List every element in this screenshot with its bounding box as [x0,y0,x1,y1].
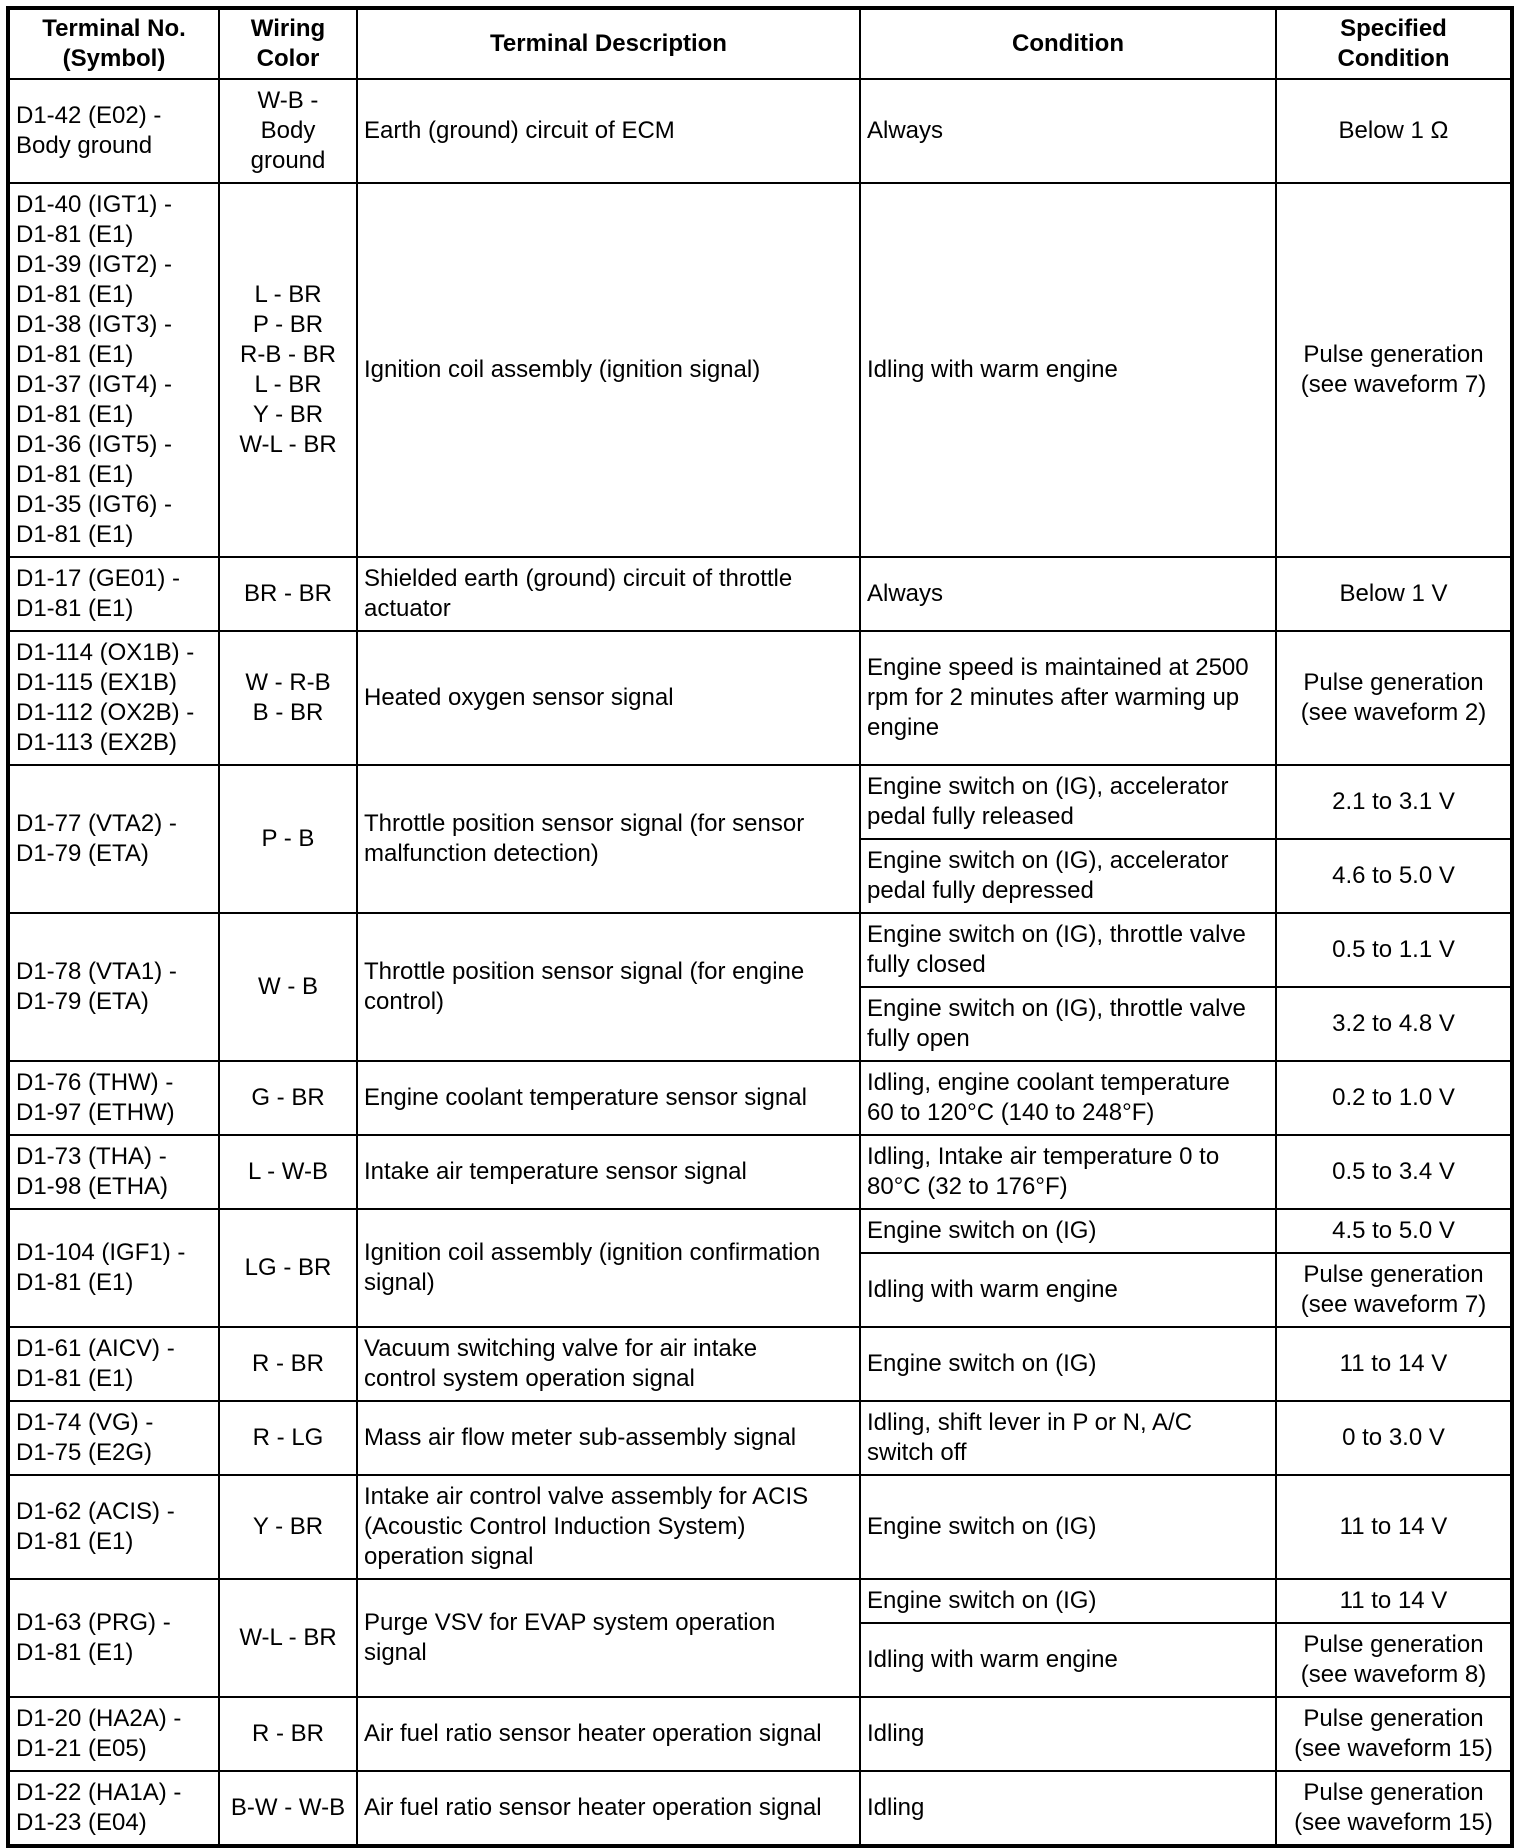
terminal-cell: D1-76 (THW) - D1-97 (ETHW) [8,1061,219,1135]
condition-cell: Idling, shift lever in P or N, A/C switch off [860,1401,1276,1475]
header-description: Terminal Description [357,8,860,79]
specified-cell: 0.5 to 3.4 V [1276,1135,1512,1209]
specified-cell: Pulse generation (see waveform 7) [1276,183,1512,557]
description-cell: Air fuel ratio sensor heater operation signal [357,1697,860,1771]
condition-cell: Engine switch on (IG), throttle valve fully open [860,987,1276,1061]
condition-cell: Idling, engine coolant temperature 60 to 120°C (140 to 248°F) [860,1061,1276,1135]
description-cell: Intake air temperature sensor signal [357,1135,860,1209]
table-row [8,1475,1512,1579]
table-row [8,557,1512,631]
terminal-cell: D1-61 (AICV) - D1-81 (E1) [8,1327,219,1401]
description-cell: Shielded earth (ground) circuit of throttle actuator [357,557,860,631]
table-row [8,1209,1512,1253]
condition-cell: Engine switch on (IG) [860,1209,1276,1253]
table-row [8,1697,1512,1771]
specified-cell: Pulse generation (see waveform 7) [1276,1253,1512,1327]
description-cell: Earth (ground) circuit of ECM [357,79,860,183]
condition-cell: Engine switch on (IG), throttle valve fully closed [860,913,1276,987]
description-cell: Purge VSV for EVAP system operation signal [357,1579,860,1697]
condition-cell: Always [860,79,1276,183]
specified-cell: Below 1 V [1276,557,1512,631]
specified-cell: 4.5 to 5.0 V [1276,1209,1512,1253]
wiring-cell: LG - BR [219,1209,357,1327]
wiring-cell: G - BR [219,1061,357,1135]
wiring-cell: L - W-B [219,1135,357,1209]
description-cell: Ignition coil assembly (ignition signal) [357,183,860,557]
condition-cell: Always [860,557,1276,631]
specified-cell: 3.2 to 4.8 V [1276,987,1512,1061]
wiring-cell: B-W - W-B [219,1771,357,1846]
table-row [8,1579,1512,1623]
condition-cell: Engine switch on (IG) [860,1579,1276,1623]
description-cell: Air fuel ratio sensor heater operation signal [357,1771,860,1846]
terminal-cell: D1-74 (VG) - D1-75 (E2G) [8,1401,219,1475]
header-terminal: Terminal No. (Symbol) [8,8,219,79]
table-row [8,1327,1512,1401]
terminal-spec-table [6,6,1514,1848]
table-row [8,79,1512,183]
specified-cell: 0.5 to 1.1 V [1276,913,1512,987]
specified-cell: 11 to 14 V [1276,1579,1512,1623]
condition-cell: Idling [860,1697,1276,1771]
terminal-cell: D1-104 (IGF1) - D1-81 (E1) [8,1209,219,1327]
specified-cell: 11 to 14 V [1276,1327,1512,1401]
table-row [8,1135,1512,1209]
header-wiring: Wiring Color [219,8,357,79]
wiring-cell: R - LG [219,1401,357,1475]
table-row [8,1771,1512,1846]
specified-cell: Below 1 Ω [1276,79,1512,183]
header-condition: Condition [860,8,1276,79]
specified-cell: 4.6 to 5.0 V [1276,839,1512,913]
specified-cell: Pulse generation (see waveform 15) [1276,1771,1512,1846]
condition-cell: Idling [860,1771,1276,1846]
terminal-cell: D1-17 (GE01) - D1-81 (E1) [8,557,219,631]
wiring-cell: W - R-B B - BR [219,631,357,765]
condition-cell: Engine speed is maintained at 2500 rpm for 2 minutes after warming up engine [860,631,1276,765]
table-row [8,631,1512,765]
terminal-cell: D1-42 (E02) - Body ground [8,79,219,183]
wiring-cell: P - B [219,765,357,913]
description-cell: Throttle position sensor signal (for sensor malfunction detection) [357,765,860,913]
description-cell: Engine coolant temperature sensor signal [357,1061,860,1135]
condition-cell: Engine switch on (IG), accelerator pedal fully released [860,765,1276,839]
header-specified: Specified Condition [1276,8,1512,79]
condition-cell: Idling with warm engine [860,183,1276,557]
condition-cell: Engine switch on (IG), accelerator pedal fully depressed [860,839,1276,913]
wiring-cell: W-B - Body ground [219,79,357,183]
terminal-cell: D1-114 (OX1B) - D1-115 (EX1B) D1-112 (OX2B) - D1-113 (EX2B) [8,631,219,765]
wiring-cell: R - BR [219,1697,357,1771]
terminal-cell: D1-40 (IGT1) - D1-81 (E1) D1-39 (IGT2) - D1-81 (E1) D1-38 (IGT3) - D1-81 (E1) D1-37 (IGT4) - D1-81 (E1) D1-36 (IGT5) - D1-81 (E1) D1-35 (IGT6) - D1-81 (E1) [8,183,219,557]
description-cell: Mass air flow meter sub-assembly signal [357,1401,860,1475]
description-cell: Intake air control valve assembly for ACIS (Acoustic Control Induction System) operation signal [357,1475,860,1579]
specified-cell: Pulse generation (see waveform 15) [1276,1697,1512,1771]
terminal-cell: D1-78 (VTA1) - D1-79 (ETA) [8,913,219,1061]
terminal-cell: D1-73 (THA) - D1-98 (ETHA) [8,1135,219,1209]
condition-cell: Idling with warm engine [860,1253,1276,1327]
table-row [8,1061,1512,1135]
table-row [8,913,1512,987]
condition-cell: Engine switch on (IG) [860,1475,1276,1579]
specified-cell: Pulse generation (see waveform 2) [1276,631,1512,765]
wiring-cell: L - BR P - BR R-B - BR L - BR Y - BR W-L - BR [219,183,357,557]
terminal-cell: D1-22 (HA1A) - D1-23 (E04) [8,1771,219,1846]
condition-cell: Idling with warm engine [860,1623,1276,1697]
description-cell: Throttle position sensor signal (for engine control) [357,913,860,1061]
wiring-cell: R - BR [219,1327,357,1401]
terminal-cell: D1-62 (ACIS) - D1-81 (E1) [8,1475,219,1579]
header-row [8,8,1512,79]
terminal-cell: D1-63 (PRG) - D1-81 (E1) [8,1579,219,1697]
description-cell: Vacuum switching valve for air intake control system operation signal [357,1327,860,1401]
description-cell: Ignition coil assembly (ignition confirmation signal) [357,1209,860,1327]
terminal-cell: D1-77 (VTA2) - D1-79 (ETA) [8,765,219,913]
description-cell: Heated oxygen sensor signal [357,631,860,765]
specified-cell: 0 to 3.0 V [1276,1401,1512,1475]
specified-cell: 0.2 to 1.0 V [1276,1061,1512,1135]
wiring-cell: W-L - BR [219,1579,357,1697]
specified-cell: 2.1 to 3.1 V [1276,765,1512,839]
table-row [8,183,1512,557]
table-row [8,765,1512,839]
wiring-cell: BR - BR [219,557,357,631]
condition-cell: Idling, Intake air temperature 0 to 80°C (32 to 176°F) [860,1135,1276,1209]
specified-cell: 11 to 14 V [1276,1475,1512,1579]
condition-cell: Engine switch on (IG) [860,1327,1276,1401]
wiring-cell: Y - BR [219,1475,357,1579]
wiring-cell: W - B [219,913,357,1061]
specified-cell: Pulse generation (see waveform 8) [1276,1623,1512,1697]
table-row [8,1401,1512,1475]
terminal-cell: D1-20 (HA2A) - D1-21 (E05) [8,1697,219,1771]
